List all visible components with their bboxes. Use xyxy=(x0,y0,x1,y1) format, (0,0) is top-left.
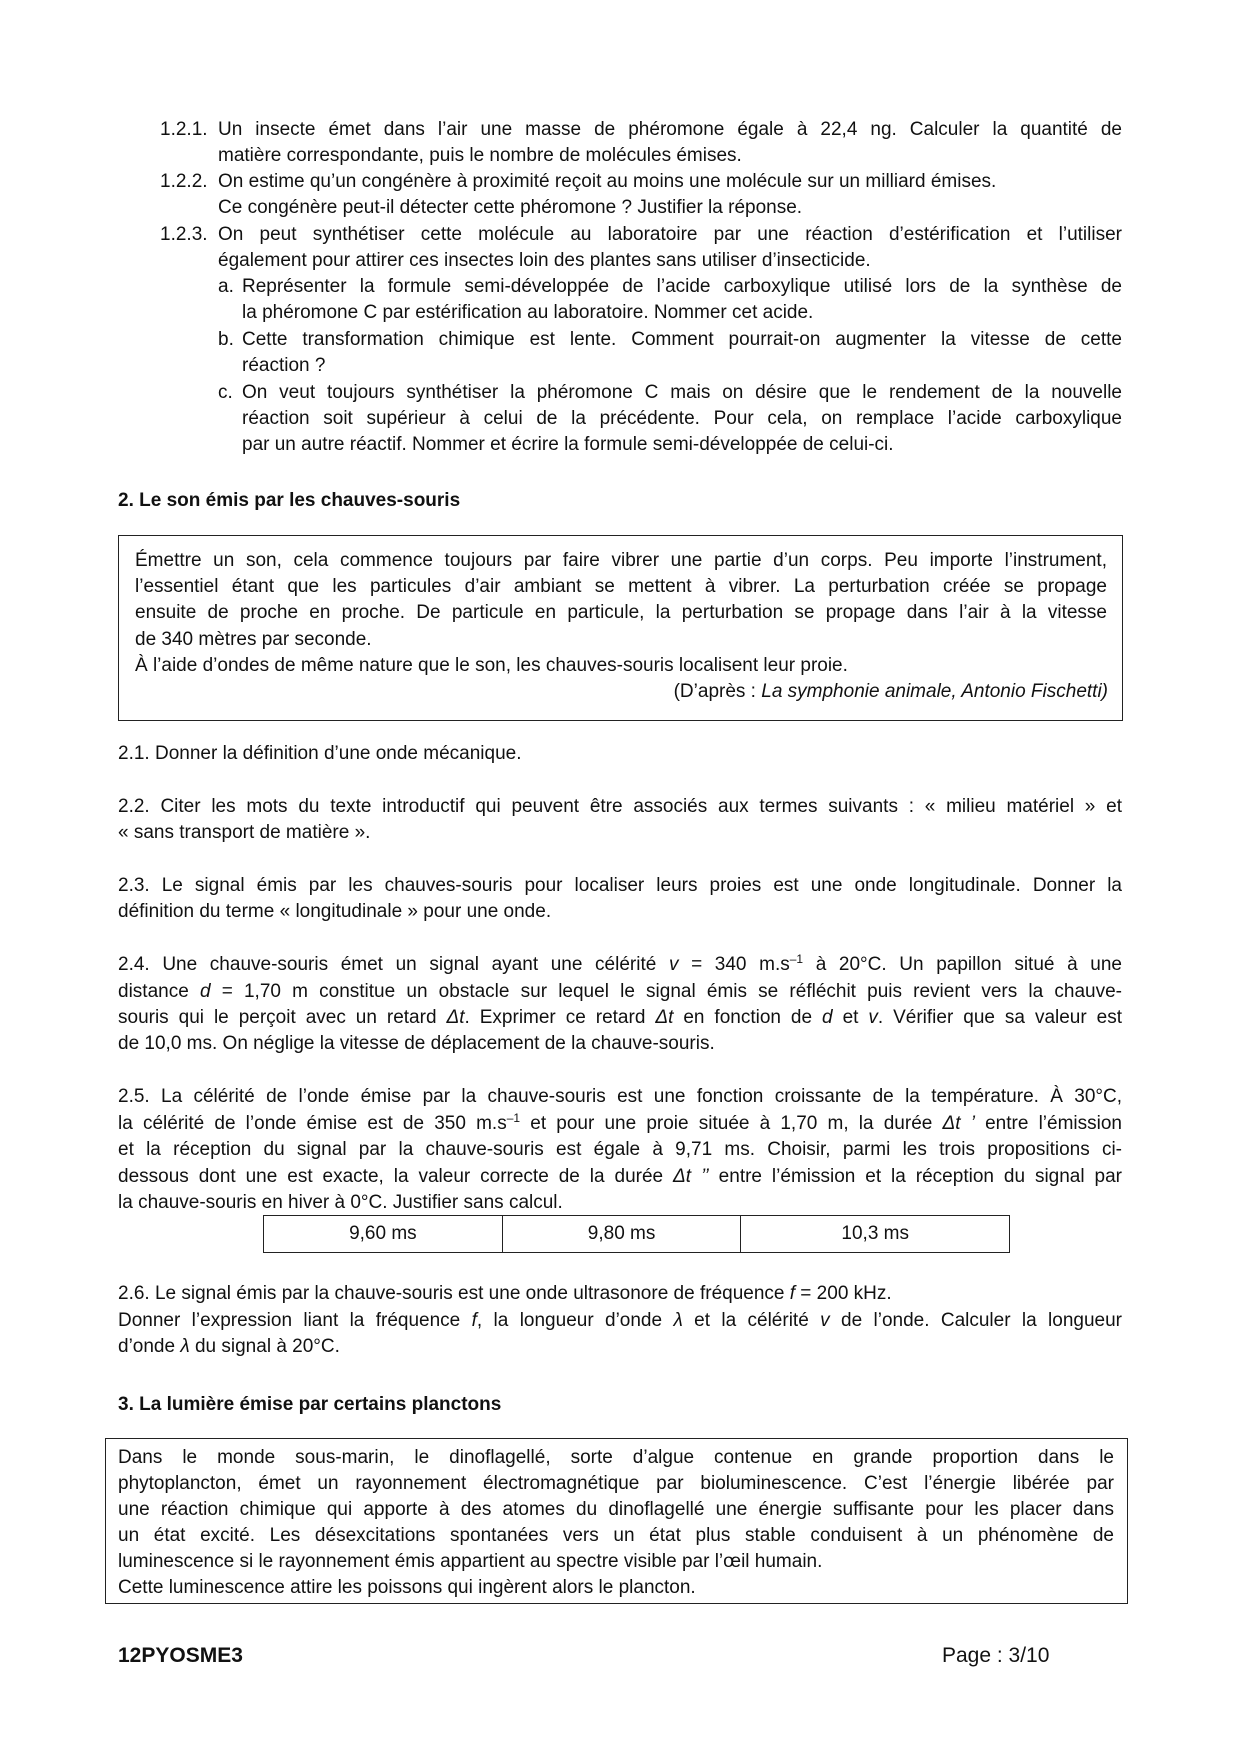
choice-cell: 9,60 ms xyxy=(264,1216,503,1253)
sub-label-b: b. xyxy=(218,329,234,350)
box-line: À l’aide d’ondes de même nature que le son, les chauves-souris localisent leur proie. xyxy=(135,655,848,676)
question-text: 2.4. Une chauve-souris émet un signal ayant une célérité v = 340 $m.s^{-1}$ à 20°C. Un papillon situé à une xyxy=(118,952,1122,975)
question-text: Ce congénère peut-il détecter cette phéromone ? Justifier la réponse. xyxy=(218,197,803,218)
question-text: 2.6. Le signal émis par la chauve-souris est une onde ultrasonore de fréquence f = 200 kHz. xyxy=(118,1283,892,1304)
question-text: 2.5. La célérité de l’onde émise par la chauve-souris est une fonction croissante de la température. À 30°C, xyxy=(118,1086,1122,1107)
question-text: On peut synthétiser cette molécule au laboratoire par une réaction d’estérification et l’utiliser xyxy=(218,224,1122,245)
question-text: souris qui le perçoit avec un retard Δt. Exprimer ce retard Δt en fonction de d et v. Vérifier que sa valeur est xyxy=(118,1007,1122,1028)
choice-cell: 10,3 ms xyxy=(741,1216,1010,1253)
question-text: et la réception du signal par la chauve-souris est égale à 9,71 ms. Choisir, parmi les trois propositions ci- xyxy=(118,1139,1122,1160)
question-text: également pour attirer ces insectes loin des plantes sans utiliser d’insecticide. xyxy=(218,250,871,271)
sub-question-c: réaction soit supérieur à celui de la précédente. Pour cela, on remplace l’acide carboxylique xyxy=(242,408,1122,429)
sub-question-c: par un autre réactif. Nommer et écrire la formule semi-développée de celui-ci. xyxy=(242,434,894,455)
box-line: phytoplancton, émet un rayonnement électromagnétique par bioluminescence. C’est l’énergie libérée par xyxy=(118,1473,1114,1494)
box-line: l’essentiel étant que les particules d’air ambiant se mettent à vibrer. La perturbation créée se propage xyxy=(135,576,1107,597)
question-number: 1.2.1. xyxy=(160,119,208,140)
choices-table xyxy=(263,1215,1010,1253)
box-line: Cette luminescence attire les poissons qui ingèrent alors le plancton. xyxy=(118,1577,696,1598)
footer-code: 12PYOSME3 xyxy=(118,1644,243,1667)
sub-question-a: la phéromone C par estérification au laboratoire. Nommer cet acide. xyxy=(242,302,814,323)
box-line: de 340 mètres par seconde. xyxy=(135,629,372,650)
sub-question-b: Cette transformation chimique est lente. Comment pourrait-on augmenter la vitesse de cette xyxy=(242,329,1122,350)
sub-label-a: a. xyxy=(218,276,234,297)
box-line: ensuite de proche en proche. De particule en particule, la perturbation se propage dans l’air à la vitesse xyxy=(135,602,1107,623)
question-text: définition du terme « longitudinale » pour une onde. xyxy=(118,901,552,922)
question-text: dessous dont une est exacte, la valeur correcte de la durée Δt ’’ entre l’émission et la réception du signal par xyxy=(118,1166,1122,1187)
question-text: la célérité de l’onde émise est de 350 $m.s^{-1}$ et pour une proie située à 1,70 m, la durée Δt ’ entre l’émission xyxy=(118,1111,1122,1134)
question-text: 2.2. Citer les mots du texte introductif qui peuvent être associés aux termes suivants : « milieu matériel » et xyxy=(118,796,1122,817)
box-line: Émettre un son, cela commence toujours par faire vibrer une partie d’un corps. Peu importe l’instrument, xyxy=(135,550,1107,571)
table-row xyxy=(264,1216,1010,1253)
question-2-1: 2.1. Donner la définition d’une onde mécanique. xyxy=(118,743,522,764)
box-line: Dans le monde sous-marin, le dinoflagellé, sorte d’algue contenue en grande proportion dans le xyxy=(118,1447,1114,1468)
choice-cell: 9,80 ms xyxy=(502,1216,741,1253)
question-text: « sans transport de matière ». xyxy=(118,822,371,843)
section-2-heading: 2. Le son émis par les chauves-souris xyxy=(118,490,461,511)
box-source: (D’après : La symphonie animale, Antonio Fischetti) xyxy=(673,681,1108,702)
question-text: Donner l’expression liant la fréquence f, la longueur d’onde λ et la célérité v de l’onde. Calculer la longueur xyxy=(118,1310,1123,1331)
question-text: matière correspondante, puis le nombre de molécules émises. xyxy=(218,145,742,166)
section-2-text-box xyxy=(118,535,1123,721)
box-line: une réaction chimique qui apporte à des atomes du dinoflagellé une énergie suffisante pour les placer dans xyxy=(118,1499,1114,1520)
page-number: Page : 3/10 xyxy=(942,1644,1050,1667)
question-text: d’onde λ du signal à 20°C. xyxy=(118,1336,340,1357)
sub-question-a: Représenter la formule semi-développée de l’acide carboxylique utilisé lors de la synthèse de xyxy=(242,276,1122,297)
section-3-text-box xyxy=(105,1438,1128,1604)
question-text: de 10,0 ms. On néglige la vitesse de déplacement de la chauve-souris. xyxy=(118,1033,715,1054)
question-text: Un insecte émet dans l’air une masse de phéromone égale à 22,4 ng. Calculer la quantité de xyxy=(218,119,1122,140)
sub-question-b: réaction ? xyxy=(242,355,326,376)
question-number: 1.2.2. xyxy=(160,171,208,192)
box-line: un état excité. Les désexcitations spontanées vers un état plus stable conduisent à un phénomène de xyxy=(118,1525,1114,1546)
question-number: 1.2.3. xyxy=(160,224,208,245)
question-text: la chauve-souris en hiver à 0°C. Justifier sans calcul. xyxy=(118,1192,563,1213)
question-text: 2.3. Le signal émis par les chauves-souris pour localiser leurs proies est une onde longitudinale. Donner la xyxy=(118,875,1122,896)
box-line: luminescence si le rayonnement émis appartient au spectre visible par l’œil humain. xyxy=(118,1551,823,1572)
section-3-heading: 3. La lumière émise par certains planctons xyxy=(118,1394,502,1415)
question-text: On estime qu’un congénère à proximité reçoit au moins une molécule sur un milliard émises. xyxy=(218,171,997,192)
question-text: distance d = 1,70 m constitue un obstacle sur lequel le signal émis se réfléchit puis revient vers la chauve- xyxy=(118,981,1122,1002)
sub-question-c: On veut toujours synthétiser la phéromone C mais on désire que le rendement de la nouvelle xyxy=(242,382,1122,403)
sub-label-c: c. xyxy=(218,382,233,403)
